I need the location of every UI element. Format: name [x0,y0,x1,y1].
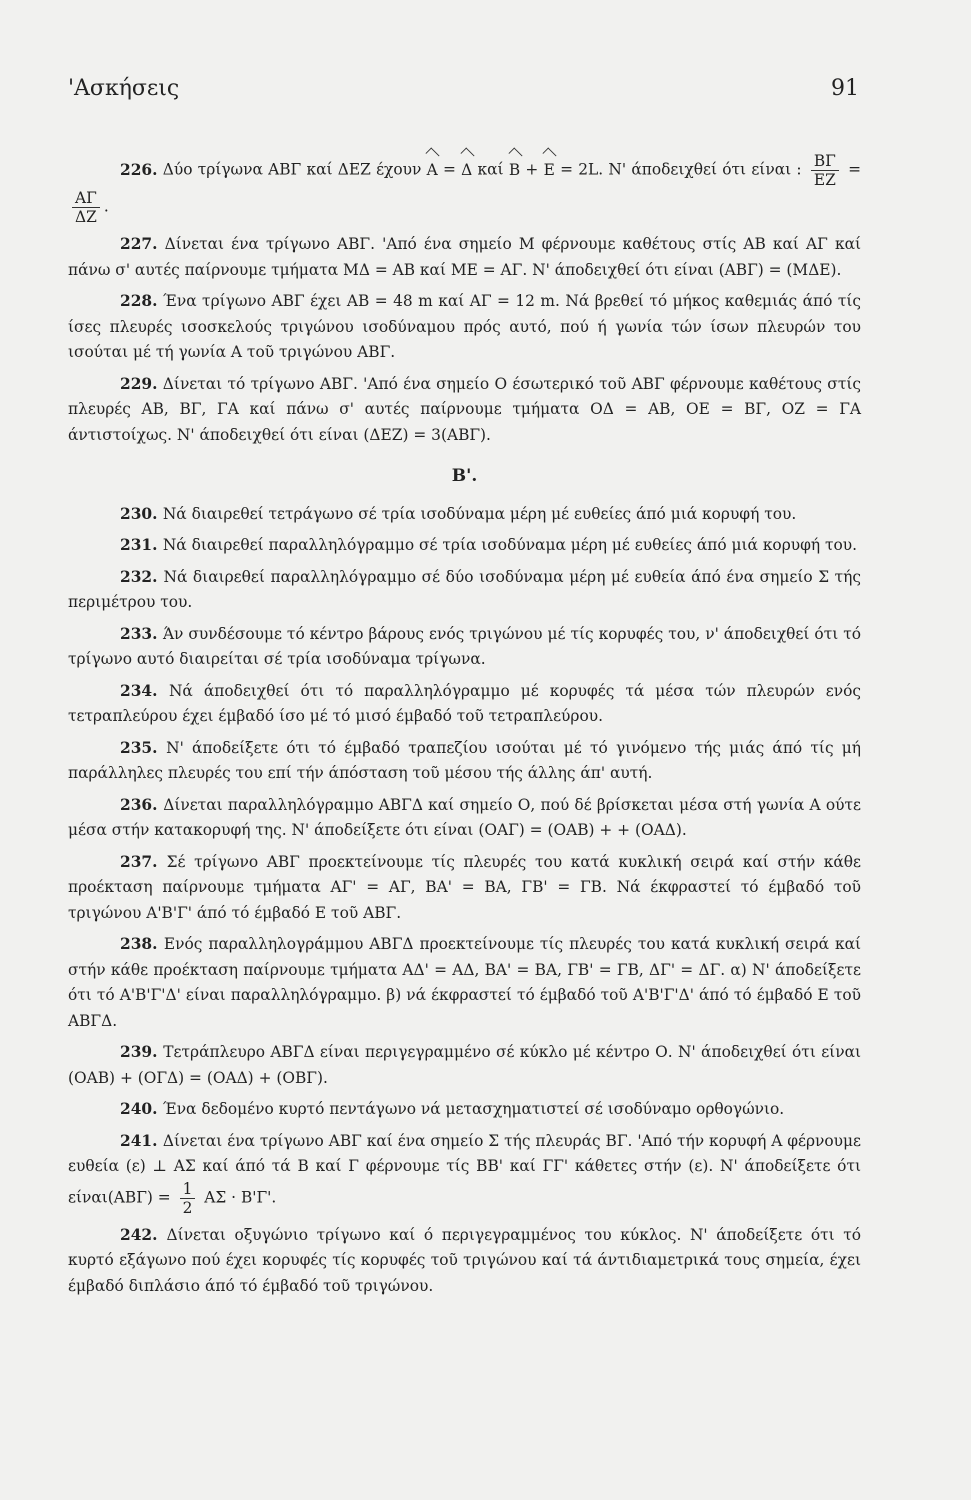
exercise-number: 239. [120,1043,164,1061]
exercise-235 [68,736,861,787]
denominator: ΕΖ [813,171,836,189]
running-title: 'Ασκήσεις [68,76,180,101]
exercise-text: Δίνεται ένα τρίγωνο ΑΒΓ. 'Από ένα σημείο Μ φέρνουμε καθέτους στίς ΑΒ καί ΑΓ καί πάνω σ' αυτές παίρνουμε τμήματα ΜΔ = ΑΒ καί ΜΕ = ΑΓ. Ν' άποδειχθεί ότι είναι (ΑΒΓ) = (ΜΔΕ). [68,235,861,279]
page-header [68,76,859,110]
page-number: 91 [831,76,859,101]
exercise-text: = 2L. Ν' άποδειχθεί ότι είναι : [554,160,802,179]
angle-symbol: A [427,158,438,184]
exercise-232 [68,565,861,616]
exercise-text: Νά διαιρεθεί παραλληλόγραμμο σέ τρία ισοδύναμα μέρη μέ ευθείες άπό μιά κορυφή του. [162,536,858,554]
exercise-number: 227. [120,235,158,253]
exercise-text: Νά διαιρεθεί τετράγωνο σέ τρία ισοδύναμα μέρη μέ ευθείες άπό μιά κορυφή του. [162,504,797,523]
exercise-text: Ένα τρίγωνο ΑΒΓ έχει ΑΒ = 48 m καί ΑΓ = 12 m. Νά βρεθεί τό μήκος καθεμιάς άπό τίς ίσες πλευρές ισοσκελούς τριγώνου ισοδύναμου πρός αυτό, πού ή γωνία τών ίσων πλευρών του ισούται μέ τή γωνία Α τοῦ τριγώνου ΑΒΓ. [68,292,861,361]
exercise-text: Δύο τρίγωνα ΑΒΓ καί ΔΕΖ έχουν [162,160,427,179]
exercise-238 [68,932,861,1034]
angle-symbol: E [544,158,555,184]
exercise-text: Άν συνδέσουμε τό κέντρο βάρους ενός τριγώνου μέ τίς κορυφές του, ν' άποδειχθεί ότι τό τρίγωνο αυτό διαιρείται σέ τρία ισοδύναμα τρίγωνα. [68,624,861,668]
exercise-text: Δίνεται τό τρίγωνο ΑΒΓ. 'Από ένα σημείο Ο έσωτερικό τοῦ ΑΒΓ φέρνουμε καθέτους στίς πλευρές ΑΒ, ΒΓ, ΓΑ καί πάνω σ' αυτές παίρνουμε τμήματα ΟΔ = ΑΒ, ΟΕ = ΒΓ, ΟΖ = ΓΑ άντιστοίχως. Ν' άποδειχθεί ότι είναι (ΔΕΖ) = 3(ΑΒΓ). [68,374,861,444]
exercise-236 [68,793,861,844]
exercise-241 [68,1129,861,1217]
exercise-text: Νά άποδειχθεί ότι τό παραλληλόγραμμο μέ κορυφές τά μέσα τών πλευρών ενός τετραπλεύρου έχει έμβαδό ίσο μέ τό μισό έμβαδό τοῦ τετραπλεύρου. [68,681,862,725]
numerator: ΒΓ [811,152,839,171]
fraction [180,1180,196,1217]
angle-symbol: Δ [461,158,472,184]
exercise-text: ΑΣ · Β'Γ'. [199,1188,277,1206]
exercise-number: 234. [120,681,169,700]
exercise-text: Ν' άποδείξετε ότι τό έμβαδό τραπεζίου ισούται μέ τό γινόμενο τής μιάς άπό τίς μή παράλληλες πλευρές του επί τήν άπόσταση τοῦ μέσου τής άλλης άπ' αυτή. [68,738,861,782]
fraction [811,152,839,189]
fraction [72,189,100,226]
exercise-text: Ένα δεδομένο κυρτό πεντάγωνο νά μετασχηματιστεί σέ ισοδύναμο ορθογώνιο. [162,1100,785,1118]
exercise-229 [68,372,861,449]
exercise-text: Δίνεται παραλληλόγραμμο ΑΒΓΔ καί σημείο Ο, πού δέ βρίσκεται μέσα στή γωνία Α ούτε μέσα στήν κατακορυφή της. Ν' άποδείξετε ότι είναι (ΟΑΓ) = (ΟΑΒ) + + (ΟΑΔ). [68,795,862,839]
exercise-number: 229. [120,374,158,393]
exercise-number: 226. [120,160,158,179]
exercise-text: Τετράπλευρο ΑΒΓΔ είναι περιγεγραμμένο σέ κύκλο μέ κέντρο Ο. Ν' άποδειχθεί ότι είναι (ΟΑΒ) + (ΟΓΔ) = (ΟΑΔ) + (ΟΒΓ). [68,1043,861,1087]
exercise-227 [68,232,861,283]
numerator: ΑΓ [72,189,100,208]
denominator: ΔΖ [75,208,97,226]
section-heading: Β'. [451,466,478,486]
angle-symbol: B [509,158,520,184]
exercise-240 [68,1097,861,1123]
exercise-number: 236. [120,795,164,814]
exercise-number: 235. [120,738,167,757]
exercise-number: 237. [120,852,167,871]
exercise-number: 232. [120,567,164,586]
exercise-number: 238. [120,935,164,953]
exercise-234 [68,679,861,730]
exercise-list-b [68,502,861,1300]
exercise-226: 226. Δύο τρίγωνα ΑΒΓ καί ΔΕΖ έχουν A = Δ καί B + E = 2L. Ν' άποδειχθεί ότι είναι : $\frac{B\Gamma}{EZ}$ = $\frac{A\Gamma}{\Delta Z}$ . [68,152,861,226]
exercise-231 [68,533,861,559]
exercise-text: = [437,160,462,179]
exercise-233 [68,622,861,673]
exercise-text: καί [472,160,509,179]
exercise-number: 228. [120,292,158,310]
exercise-number: 230. [120,504,163,523]
exercise-text: Δίνεται ένα τρίγωνο ΑΒΓ καί ένα σημείο Σ τής πλευράς ΒΓ. 'Από τήν κορυφή Α φέρνουμε ευθεία (ε) ⊥ ΑΣ καί άπό τά Β καί Γ φέρνουμε τίς ΒΒ' καί ΓΓ' κάθετες στήν (ε). Ν' άποδείξετε ότι είναι(ΑΒΓ) = [68,1131,861,1206]
exercise-239 [68,1040,861,1091]
exercise-text: + [520,160,544,179]
exercise-242 [68,1223,861,1300]
exercise-text: Δίνεται οξυγώνιο τρίγωνο καί ό περιγεγραμμένος του κύκλος. Ν' άποδείξετε ότι τό κυρτό εξάγωνο πού έχει κορυφές τίς κορυφές τοῦ τριγώνου καί τά άντιδιαμετρικά τους σημεία, έχει έμβαδό διπλάσιο άπό τό έμβαδό τοῦ τριγώνου. [68,1225,862,1295]
exercise-text: Ενός παραλληλογράμμου ΑΒΓΔ προεκτείνουμε τίς πλευρές του κατά κυκλική σειρά καί στήν κάθε προέκταση παίρνουμε τμήματα ΑΔ' = ΑΔ, ΒΑ' = ΒΑ, ΓΒ' = ΓΒ, ΔΓ' = ΔΓ. α) Ν' άποδείξετε ότι τό Α'Β'Γ'Δ' είναι παραλληλόγραμμο. β) νά έκφραστεί τό έμβαδό τοῦ Α'Β'Γ'Δ' άπό τό έμβαδό Ε τοῦ ΑΒΓΔ. [68,935,862,1030]
exercise-text: Νά διαιρεθεί παραλληλόγραμμο σέ δύο ισοδύναμα μέρη μέ ευθεία άπό ένα σημείο Σ τής περιμέτρου του. [68,567,861,611]
exercise-228 [68,289,861,366]
exercise-237 [68,850,861,927]
exercise-number: 241. [120,1131,163,1150]
exercise-number: 233. [120,624,163,643]
exercises-body [68,152,861,1305]
exercise-number: 231. [120,536,163,554]
numerator: 1 [180,1180,196,1199]
exercise-text: Σέ τρίγωνο ΑΒΓ προεκτείνουμε τίς πλευρές του κατά κυκλική σειρά καί στήν κάθε προέκταση παίρνουμε τμήματα ΑΓ' = ΑΓ, ΒΑ' = ΒΑ, ΓΒ' = ΓΒ. Νά έκφραστεί τό έμβαδό τοῦ τριγώνου Α'Β'Γ' άπό τό έμβαδό Ε τοῦ ΑΒΓ. [68,852,861,922]
exercise-number: 242. [120,1225,167,1244]
exercise-number: 240. [120,1100,163,1118]
denominator: 2 [182,1198,193,1217]
exercise-230 [68,502,861,528]
